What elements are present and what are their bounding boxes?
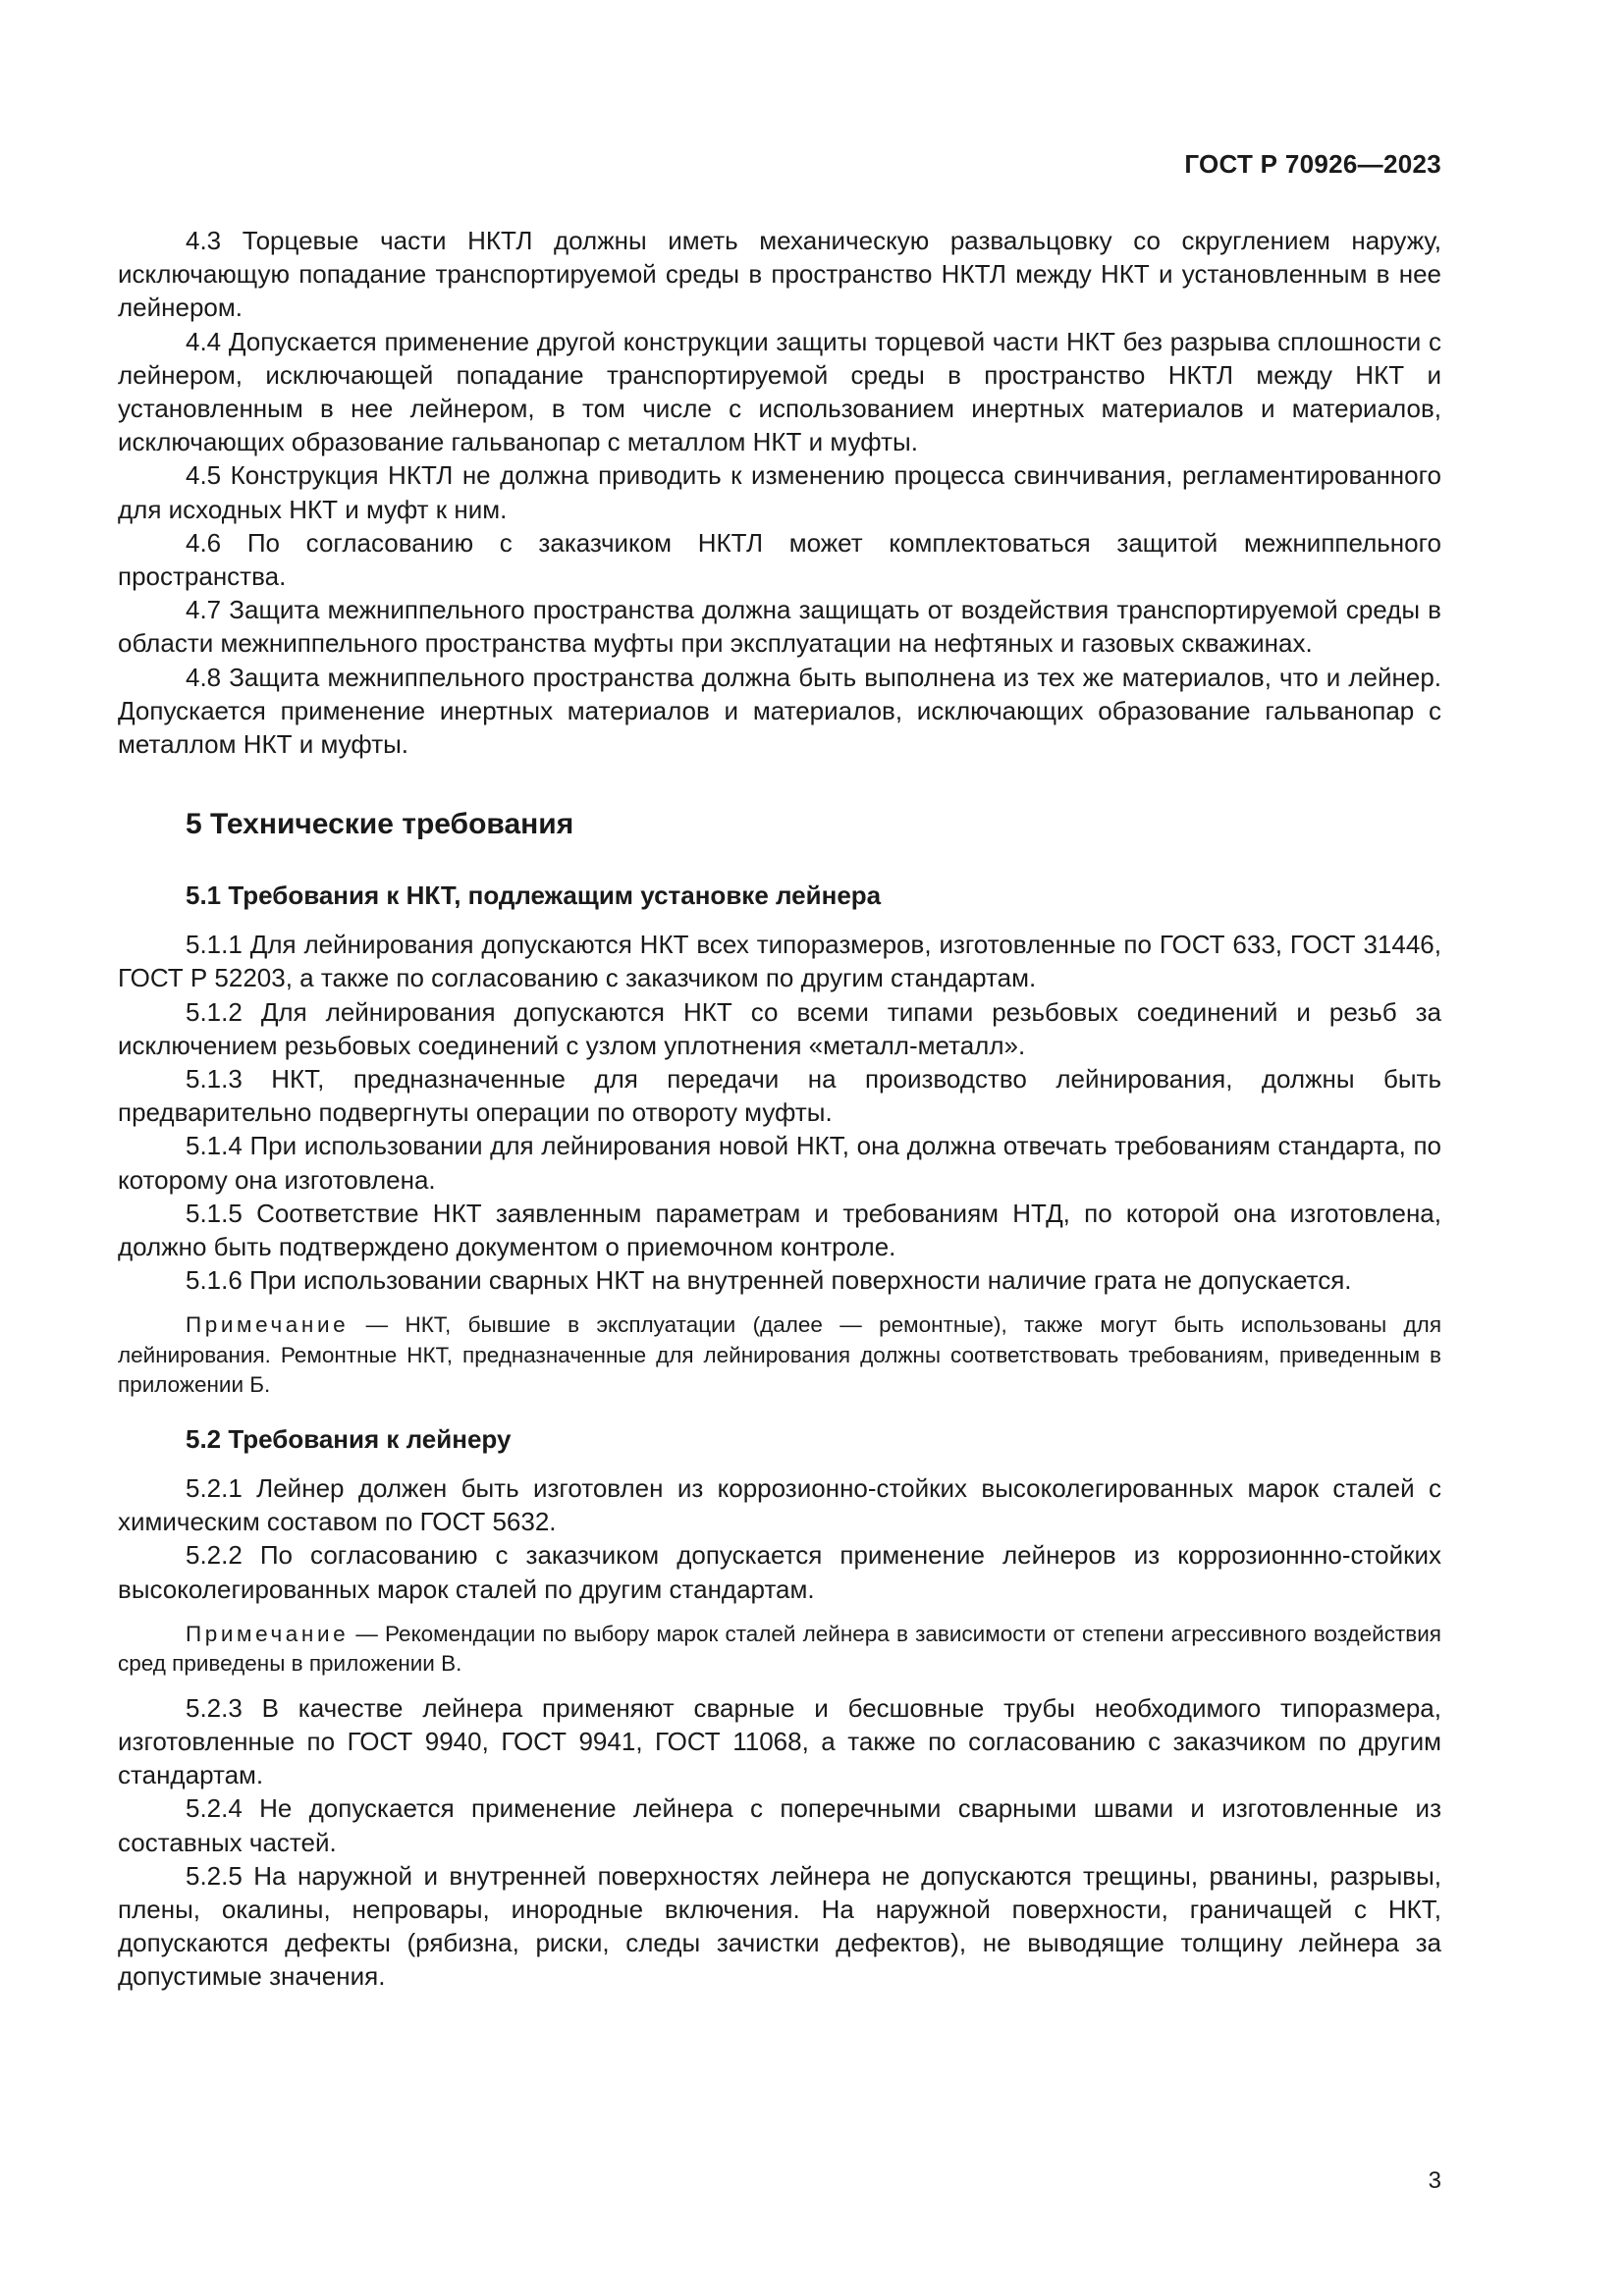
paragraph-5-1-3: 5.1.3 НКТ, предназначенные для передачи на производство лейнирования, должны быть предварительно подвергнуты операции по отвороту муфты. xyxy=(118,1064,1441,1128)
note-label: Примечание xyxy=(186,1312,350,1338)
paragraph-5-1-6: 5.1.6 При использовании сварных НКТ на внутренней поверхности наличие грата не допускается. xyxy=(186,1265,1352,1296)
paragraph-5-2-4: 5.2.4 Не допускается применение лейнера с поперечными сварными швами и изготовленные из составных частей. xyxy=(118,1793,1441,1857)
paragraph-4-6: 4.6 По согласованию с заказчиком НКТЛ может комплектоваться защитой межниппельного пространства. xyxy=(118,527,1441,592)
page-number: 3 xyxy=(1428,2167,1441,2194)
paragraph-5-2-1: 5.2.1 Лейнер должен быть изготовлен из коррозионно-стойких высоколегированных марок сталей с химическим составом по ГОСТ 5632. xyxy=(118,1472,1441,1537)
section-5-heading: 5 Технические требования xyxy=(186,808,574,841)
standard-header: ГОСТ Р 70926—2023 xyxy=(1184,149,1441,179)
paragraph-5-2-3: 5.2.3 В качестве лейнера применяют сварные и бесшовные трубы необходимого типоразмера, изготовленные по ГОСТ 9940, ГОСТ 9941, ГОСТ 11068, а также по согласованию с заказчиком по другим стандартам. xyxy=(118,1692,1441,1790)
paragraph-4-4: 4.4 Допускается применение другой конструкции защиты торцевой части НКТ без разрыва сплошности с лейнером, исключающей попадание транспортируемой среды в пространство НКТЛ между НКТ и установленным в нее лейнером, в том числе с использованием инертных материалов и материалов, исключающих образование гальванопар с металлом НКТ и муфты. xyxy=(118,326,1441,457)
paragraph-4-3: 4.3 Торцевые части НКТЛ должны иметь механическую развальцовку со скруглением наружу, исключающую попадание транспортируемой среды в пространство НКТЛ между НКТ и установленным в нее лейнером. xyxy=(118,226,1441,323)
paragraph-5-1-4: 5.1.4 При использовании для лейнирования новой НКТ, она должна отвечать требованиям стандарта, по которому она изготовлена. xyxy=(118,1131,1441,1195)
paragraph-4-8: 4.8 Защита межниппельного пространства должна быть выполнена из тех же материалов, что и лейнер. Допускается применение инертных материалов и материалов, исключающих образование гальванопар с металлом НКТ и муфты. xyxy=(118,662,1441,760)
note-5-1 xyxy=(118,1310,1441,1401)
subsection-5-2-heading: 5.2 Требования к лейнеру xyxy=(186,1423,512,1454)
paragraph-5-2-5: 5.2.5 На наружной и внутренней поверхностях лейнера не допускаются трещины, рванины, разрывы, плены, окалины, непровары, инородные включения. На наружной поверхности, граничащей с НКТ, допускаются дефекты (рябизна, риски, следы зачистки дефектов), не выводящие толщину лейнера за допустимые значения. xyxy=(118,1860,1441,1992)
paragraph-5-2-2: 5.2.2 По согласованию с заказчиком допускается применение лейнеров из коррозионнно-стойких высоколегированных марок сталей по другим стандартам. xyxy=(118,1540,1441,1604)
note-text: — Рекомендации по выбору марок сталей лейнера в зависимости от степени агрессивного воздействия сред приведены в приложении В. xyxy=(118,1621,1441,1677)
subsection-5-1-heading: 5.1 Требования к НКТ, подлежащим установке лейнера xyxy=(186,881,882,911)
paragraph-4-7: 4.7 Защита межниппельного пространства должна защищать от воздействия транспортируемой среды в области межниппельного пространства муфты при эксплуатации на нефтяных и газовых скважинах. xyxy=(118,595,1441,659)
document-body xyxy=(118,224,1441,1994)
paragraph-5-1-1: 5.1.1 Для лейнирования допускаются НКТ всех типоразмеров, изготовленные по ГОСТ 633, ГОСТ 31446, ГОСТ Р 52203, а также по согласованию с заказчиком по другим стандартам. xyxy=(118,930,1441,993)
paragraph-5-1-2: 5.1.2 Для лейнирования допускаются НКТ со всеми типами резьбовых соединений и резьб за исключением резьбовых соединений с узлом уплотнения «металл-металл». xyxy=(118,996,1441,1060)
paragraph-4-5: 4.5 Конструкция НКТЛ не должна приводить к изменению процесса свинчивания, регламентированного для исходных НКТ и муфт к ним. xyxy=(118,460,1441,524)
note-text: — НКТ, бывшие в эксплуатации (далее — ремонтные), также могут быть использованы для лейнирования. Ремонтные НКТ, предназначенные для лейнирования должны соответствовать требованиям, приведенным в приложении Б. xyxy=(118,1312,1441,1398)
note-5-2 xyxy=(118,1620,1441,1680)
note-label: Примечание xyxy=(186,1621,350,1646)
paragraph-5-1-5: 5.1.5 Соответствие НКТ заявленным параметрам и требованиям НТД, по которой она изготовлена, должно быть подтверждено документом о приемочном контроле. xyxy=(118,1198,1441,1262)
